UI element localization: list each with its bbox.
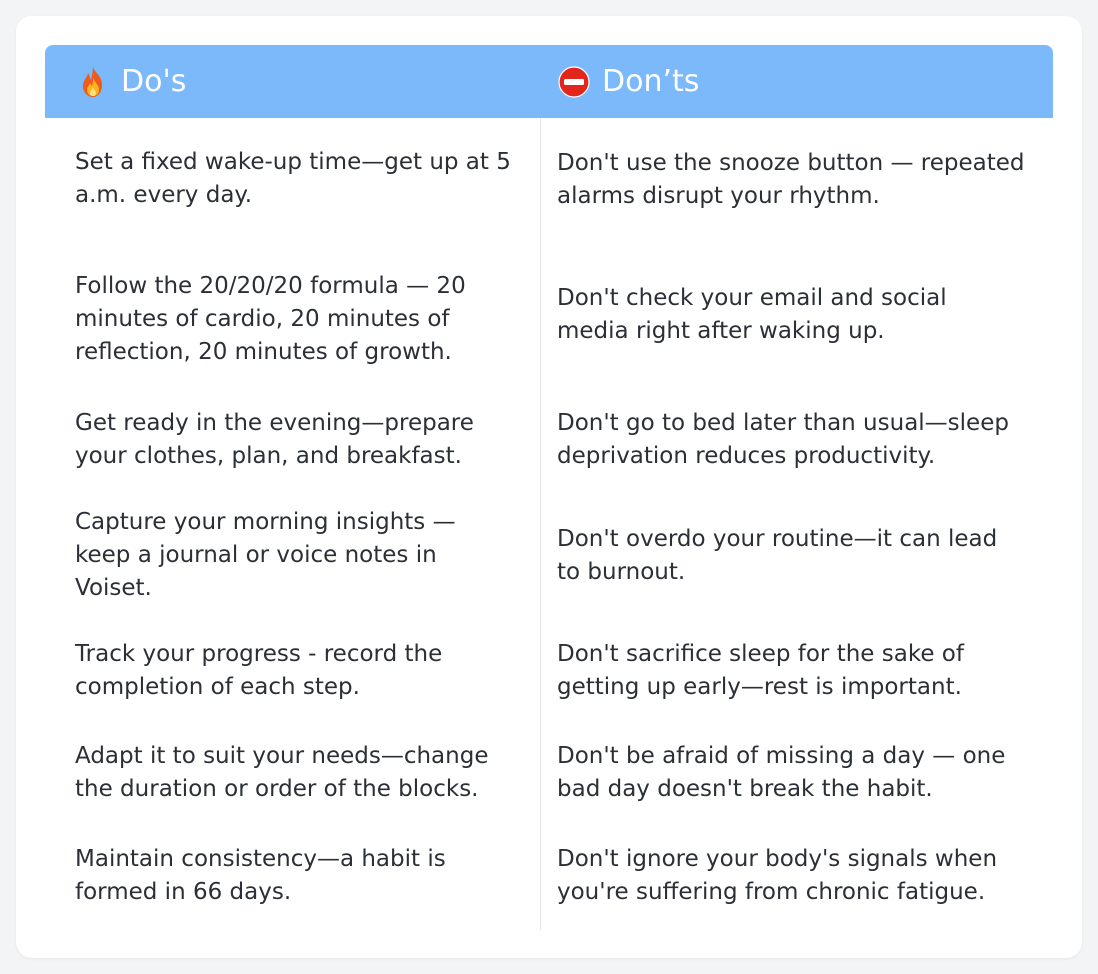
column-divider: [540, 118, 541, 930]
dont-item: Don't be afraid of missing a day — one bad day doesn't break the habit.: [557, 743, 1006, 802]
table-header: [45, 45, 1053, 118]
do-item: Capture your morning insights — keep a journal or voice notes in Voiset.: [75, 509, 456, 601]
no-entry-icon: [558, 66, 590, 98]
do-item: Get ready in the evening—prepare your clothes, plan, and breakfast.: [75, 410, 474, 469]
dont-item: Don't go to bed later than usual—sleep deprivation reduces productivity.: [557, 410, 1009, 469]
dont-item: Don't use the snooze button — repeated alarms disrupt your rhythm.: [557, 150, 1025, 209]
do-item: Track your progress - record the completion of each step.: [75, 641, 443, 700]
dos-label: Do's: [121, 64, 187, 99]
do-item: Maintain consistency—a habit is formed in 66 days.: [75, 846, 446, 905]
do-item: Adapt it to suit your needs—change the duration or order of the blocks.: [75, 743, 489, 802]
dont-item: Don't ignore your body's signals when you're suffering from chronic fatigue.: [557, 846, 998, 905]
dont-item: Don't check your email and social media right after waking up.: [557, 285, 947, 344]
fire-icon: [77, 66, 109, 98]
do-item: Follow the 20/20/20 formula — 20 minutes of cardio, 20 minutes of reflection, 20 minutes of growth.: [75, 273, 466, 365]
donts-column-title: [558, 45, 699, 118]
dont-item: Don't sacrifice sleep for the sake of getting up early—rest is important.: [557, 641, 964, 700]
dont-item: Don't overdo your routine—it can lead to burnout.: [557, 526, 998, 585]
donts-label: Don’ts: [602, 64, 700, 99]
do-item: Set a fixed wake-up time—get up at 5 a.m. every day.: [75, 149, 511, 208]
dos-column-title: [77, 45, 186, 118]
